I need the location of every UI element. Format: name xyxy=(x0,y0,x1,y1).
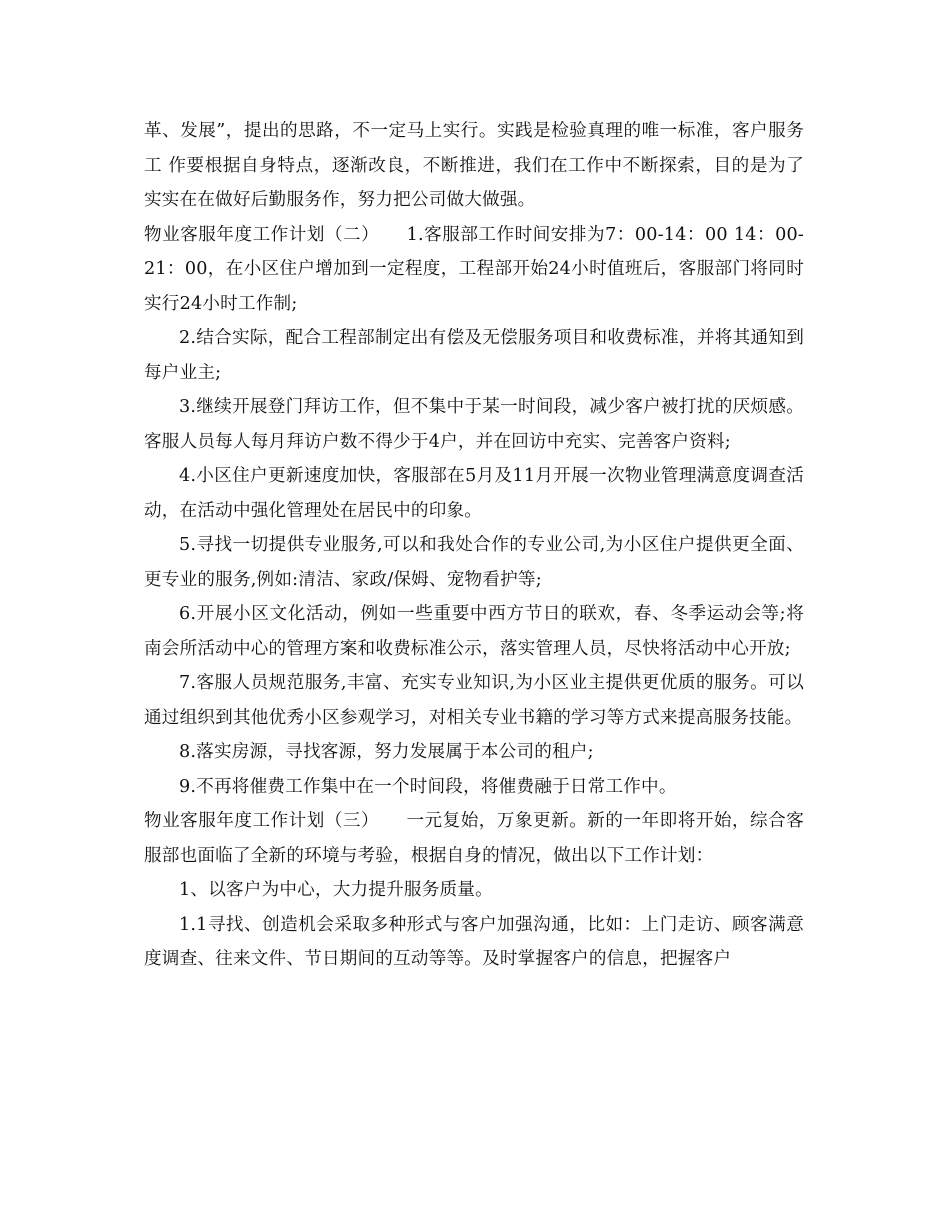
document-body xyxy=(144,114,804,977)
paragraph-item-8: 8.落实房源，寻找客源，努力发展属于本公司的租户; xyxy=(179,742,594,762)
paragraph-plan-two-intro: 物业客服年度工作计划（二） 1.客服部工作时间安排为7：00-14：00 14：00-21：00，在小区住户增加到一定程度，工程部开始24小时值班后，客服部门将同时实行24小时工作制; xyxy=(144,224,804,314)
paragraph-section-1-1: 1.1寻找、创造机会采取多种形式与客户加强沟通，比如：上门走访、顾客满意度调查、往来文件、节日期间的互动等等。及时掌握客户的信息，把握客户 xyxy=(144,914,804,969)
paragraph-item-5: 5.寻找一切提供专业服务,可以和我处合作的专业公司,为小区住户提供更全面、更专业的服务,例如:清洁、家政/保姆、宠物看护等; xyxy=(144,535,804,590)
paragraph-section-1: 1、以客户为中心，大力提升服务质量。 xyxy=(179,880,493,900)
paragraph-item-4: 4.小区住户更新速度加快，客服部在5月及11月开展一次物业管理满意度调查活动，在活动中强化管理处在居民中的印象。 xyxy=(144,466,804,521)
paragraph-item-6: 6.开展小区文化活动，例如一些重要中西方节日的联欢，春、冬季运动会等;将南会所活动中心的管理方案和收费标准公示，落实管理人员，尽快将活动中心开放; xyxy=(144,604,804,659)
paragraph-plan-three-intro: 物业客服年度工作计划（三） 一元复始，万象更新。新的一年即将开始，综合客服部也面临了全新的环境与考验，根据自身的情况，做出以下工作计划： xyxy=(144,811,804,866)
paragraph-item-9: 9.不再将催费工作集中在一个时间段，将催费融于日常工作中。 xyxy=(179,776,677,797)
paragraph-item-7: 7.客服人员规范服务,丰富、充实专业知识,为小区业主提供更优质的服务。可以通过组织到其他优秀小区参观学习，对相关专业书籍的学习等方式来提高服务技能。 xyxy=(144,673,804,728)
paragraph-item-3: 3.继续开展登门拜访工作，但不集中于某一时间段，减少客户被打扰的厌烦感。客服人员每人每月拜访户数不得少于4户，并在回访中充实、完善客户资料; xyxy=(144,397,804,452)
paragraph-item-2: 2.结合实际，配合工程部制定出有偿及无偿服务项目和收费标准，并将其通知到每户业主; xyxy=(144,328,804,383)
paragraph-continuation: 革、发展”，提出的思路，不一定马上实行。实践是检验真理的唯一标准，客户服务工 作要根据自身特点，逐渐改良，不断推进，我们在工作中不断探索，目的是为了实实在在做好后勤服务作，努力把公司做大做强。 xyxy=(144,121,804,210)
